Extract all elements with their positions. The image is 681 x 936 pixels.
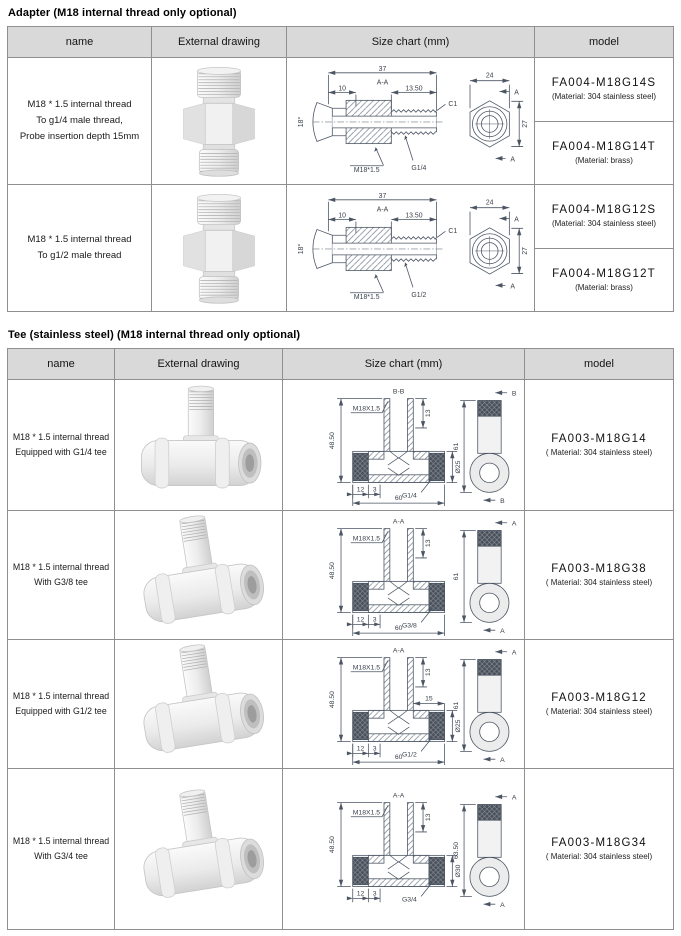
product-name [8, 380, 115, 510]
product-name-line: M18 * 1.5 internal thread [27, 98, 132, 110]
col-header-external-drawing: External drawing [152, 27, 287, 57]
hex-width-label: 24 [485, 199, 494, 207]
hex-height-label: 27 [521, 120, 529, 128]
col-header-model: model [589, 36, 619, 48]
size-chart-cell [283, 640, 525, 768]
tee-size-drawing [284, 642, 524, 767]
adapter-section-title: Adapter (M18 internal thread only optional) [8, 7, 237, 19]
size-chart-cell [287, 58, 535, 184]
tee-row-g12 [8, 640, 673, 769]
product-name-line: With G3/8 tee [34, 577, 88, 587]
tee-render-image [124, 643, 274, 765]
product-name-line: To g1/2 male thread [37, 250, 122, 261]
section-arrow-bottom-label: A [499, 627, 505, 635]
model-variant [525, 769, 673, 929]
product-name-line: M18 * 1.5 internal thread [12, 836, 110, 847]
thread-label: M18X1.5 [352, 663, 380, 671]
dim-total-label: 60 [394, 753, 402, 761]
dim-d1-label: 12 [356, 615, 364, 623]
thread-label: M18X1.5 [352, 534, 380, 542]
section-label: A-A [392, 792, 404, 800]
col-header-size-chart: Size chart (mm) [287, 27, 535, 57]
model-cell [525, 640, 673, 768]
model-code: FA004-M18G12S [551, 204, 657, 217]
product-name-line: M18 * 1.5 internal thread [12, 562, 110, 573]
stem-depth-label: 13 [424, 408, 432, 417]
dim-left-label: 10 [337, 212, 346, 220]
product-name-line: Equipped with G1/2 tee [15, 706, 107, 716]
adapter-render-image [173, 191, 265, 305]
product-name [8, 58, 152, 184]
thread-label: M18X1.5 [352, 404, 380, 412]
model-code: FA003-M18G12 [551, 692, 647, 704]
height-label: 48.50 [328, 835, 336, 853]
model-material: ( Material: 304 stainless steel) [545, 578, 653, 587]
col-header-name: name [8, 349, 115, 379]
external-drawing-cell [115, 640, 283, 768]
outlet-label: G1/2 [401, 750, 417, 758]
dim-right-label: 13.50 [404, 85, 423, 93]
tee-size-drawing [284, 513, 524, 638]
section-arrow-bottom-label: A [509, 156, 515, 164]
tee-row-g38 [8, 511, 673, 640]
col-header-model: model [584, 358, 614, 370]
external-drawing-cell [152, 58, 287, 184]
height-label: 48.50 [328, 561, 336, 579]
model-material: ( Material: 304 stainless steel) [545, 707, 653, 716]
section-arrow-top-label: A [513, 216, 519, 224]
thread-label: M18*1.5 [353, 167, 380, 175]
dim-right-label: 13.50 [404, 212, 423, 220]
dim-d2-label: 3 [372, 485, 377, 493]
outlet-label: G1/2 [410, 292, 426, 300]
outlet-label: G3/8 [401, 621, 417, 629]
outlet-label: G1/4 [401, 491, 417, 499]
hex-width-label: 24 [485, 72, 494, 80]
chamfer-label: C1 [447, 101, 457, 109]
dim-total-label: 60 [394, 494, 402, 502]
hex-height-label: 27 [521, 247, 529, 255]
external-drawing-cell [115, 769, 283, 929]
tee-render-image [124, 384, 274, 506]
section-arrow-bottom-label: A [499, 901, 505, 909]
adapter-row-g12 [8, 185, 673, 311]
section-label: A-A [376, 206, 388, 214]
dim-d1-label: 12 [356, 485, 364, 493]
product-name-line: Equipped with G1/4 tee [15, 447, 107, 457]
product-name [8, 769, 115, 929]
dim-total-label: 37 [378, 192, 386, 200]
section-arrow-bottom-label: A [499, 756, 505, 764]
dim-d2-label: 3 [372, 615, 377, 623]
section-label: B-B [392, 388, 404, 396]
model-variant [535, 249, 673, 312]
model-variant [525, 640, 673, 768]
product-name [8, 511, 115, 639]
diameter-label: Ø30 [454, 864, 462, 877]
tee-render-image [124, 788, 274, 910]
model-variant [535, 58, 673, 122]
section-arrow-top-label: B [511, 390, 516, 398]
tee-row-g34 [8, 769, 673, 929]
height-label: 48.50 [328, 431, 336, 449]
product-name-line: M18 * 1.5 internal thread [12, 432, 110, 443]
model-cell [535, 58, 673, 184]
side-length-label: 61 [452, 442, 460, 450]
height-label: 48.50 [328, 690, 336, 708]
section-arrow-bottom-label: B [499, 497, 505, 505]
tee-table-header-row [8, 349, 673, 380]
chamfer-label: C1 [447, 228, 457, 236]
tee-size-drawing [284, 383, 524, 508]
stem-depth-label: 13 [424, 812, 432, 821]
adapter-table-header-row [8, 27, 673, 58]
side-length-label: 61 [452, 701, 460, 709]
model-cell [525, 769, 673, 929]
dim-total-label: 37 [378, 65, 386, 73]
size-chart-cell [283, 380, 525, 510]
dim-d1-label: 12 [356, 744, 364, 752]
size-chart-cell [283, 769, 525, 929]
size-chart-cell [283, 511, 525, 639]
product-name-line: With G3/4 tee [34, 851, 88, 861]
model-code: FA003-M18G34 [551, 837, 647, 849]
section-arrow-top-label: A [511, 794, 516, 802]
section-label: A-A [392, 647, 404, 655]
diameter-label: Ø25 [454, 719, 462, 732]
outlet-label: G1/4 [410, 165, 426, 173]
stem-depth-label: 13 [424, 667, 432, 676]
tee-size-drawing [284, 787, 524, 912]
product-name-line: Probe insertion depth 15mm [19, 131, 140, 143]
model-cell [525, 511, 673, 639]
section-arrow-bottom-label: A [509, 283, 515, 291]
model-variant [525, 511, 673, 639]
model-cell [525, 380, 673, 510]
section-label: A-A [392, 518, 404, 526]
tee-render-image [124, 514, 274, 636]
dim-d2-label: 3 [372, 889, 377, 897]
outlet-label: G3/4 [401, 895, 417, 903]
col-header-size-chart: Size chart (mm) [283, 349, 525, 379]
model-code: FA003-M18G38 [551, 563, 647, 575]
model-variant [535, 185, 673, 249]
side-length-label: 63.50 [452, 841, 460, 859]
model-code: FA004-M18G14S [551, 77, 657, 90]
col-header-name: name [8, 27, 152, 57]
external-drawing-cell [115, 380, 283, 510]
dim-d2-label: 3 [372, 744, 377, 752]
adapter-size-drawing [288, 61, 534, 181]
dim-extra-label: 15 [424, 695, 433, 703]
tee-table [7, 348, 674, 930]
dim-left-label: 10 [337, 85, 346, 93]
section-arrow-top-label: A [511, 520, 516, 528]
angle-label: 18° [297, 243, 305, 255]
product-name [8, 640, 115, 768]
tee-section-title: Tee (stainless steel) (M18 internal thread only optional) [8, 329, 301, 341]
col-header-external-drawing: External drawing [115, 349, 283, 379]
size-chart-cell [287, 185, 535, 311]
product-name-line: M18 * 1.5 internal thread [27, 233, 132, 245]
section-label: A-A [376, 79, 388, 87]
model-code: FA003-M18G14 [551, 433, 647, 445]
model-material: (Material: 304 stainless steel) [551, 219, 657, 229]
section-arrow-top-label: A [513, 89, 519, 97]
model-code: FA004-M18G14T [552, 140, 656, 153]
adapter-size-drawing [288, 188, 534, 308]
thread-label: M18X1.5 [352, 808, 380, 816]
tee-row-g14 [8, 380, 673, 511]
product-name-line: M18 * 1.5 internal thread [12, 691, 110, 702]
adapter-table [7, 26, 674, 312]
model-material: (Material: brass) [575, 282, 633, 292]
model-material: (Material: brass) [575, 155, 633, 165]
dim-total-label: 60 [394, 624, 402, 632]
model-material: ( Material: 304 stainless steel) [545, 852, 653, 861]
stem-depth-label: 13 [424, 538, 432, 547]
product-name-line: To g1/4 male thread, [36, 114, 123, 126]
diameter-label: Ø25 [454, 460, 462, 473]
model-material: ( Material: 304 stainless steel) [545, 448, 653, 457]
adapter-render-image [173, 64, 265, 178]
section-arrow-top-label: A [511, 649, 516, 657]
angle-label: 18° [297, 116, 305, 128]
model-cell [535, 185, 673, 311]
model-variant [535, 122, 673, 185]
external-drawing-cell [115, 511, 283, 639]
model-code: FA004-M18G12T [552, 267, 656, 280]
external-drawing-cell [152, 185, 287, 311]
dim-d1-label: 12 [356, 889, 364, 897]
model-variant [525, 380, 673, 510]
adapter-row-g14 [8, 58, 673, 185]
product-name [8, 185, 152, 311]
side-length-label: 61 [452, 572, 460, 580]
model-material: (Material: 304 stainless steel) [551, 92, 657, 102]
thread-label: M18*1.5 [353, 294, 380, 302]
